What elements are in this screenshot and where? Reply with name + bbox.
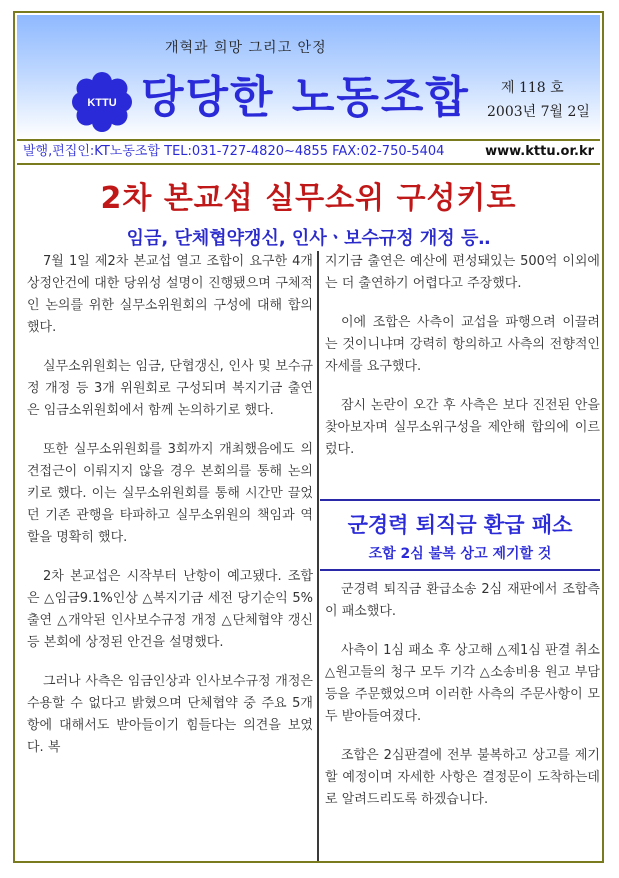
side-article-paragraph: 사측이 1심 패소 후 상고해 △제1심 판결 취소 △원고들의 청구 모두 기각 △소송비용 원고 부담 등을 주문했었으며 이러한 사측의 주문사항이 모두 받아들여졌다. <box>325 643 600 724</box>
slogan: 개혁과 희망 그리고 안정 <box>165 40 327 56</box>
article-paragraph: 또한 실무소위원회를 3회까지 개최했음에도 의견접근이 이뤄지지 않을 경우 본회의를 통해 논의키로 했다. 이는 실무소위원회를 통해 시간만 끌었던 기존 관행을 타파하고 실무소위원의 책임과 역할을 명확히 했다. <box>27 442 313 545</box>
article-paragraph: 2차 본교섭은 시작부터 난항이 예고됐다. 조합은 △임금9.1%인상 △복지기금 세전 당기순익 5% 출연 △개악된 인사보수규정 개정 △단체협약 갱신 등 본회에 상정된 안건을 설명했다. <box>27 569 313 650</box>
publisher-info: 발행,편집인:KT노동조합 TEL:031-727-4820~4855 FAX:02-750-5404 <box>23 144 445 159</box>
side-article-body <box>325 579 600 828</box>
newsletter-frame <box>13 11 604 863</box>
website-link[interactable]: www.kttu.or.kr <box>485 144 594 159</box>
main-subheadline: 임금, 단체협약갱신, 인사ㆍ보수규정 개정 등‥ <box>126 228 491 249</box>
main-headline: 2차 본교섭 실무소위 구성키로 <box>100 181 517 216</box>
column-divider <box>317 251 319 861</box>
article-paragraph: 실무소위원회는 임금, 단협갱신, 인사 및 보수규정 개정 등 3개 위원회로 구성되며 복지기금 출연은 임금소위원회에서 함께 논의하기로 했다. <box>27 359 313 418</box>
side-article-paragraph: 조합은 2심판결에 전부 불복하고 상고를 제기할 예정이며 자세한 사항은 결정문이 도착하는데로 알려드리도록 하겠습니다. <box>325 748 600 807</box>
article-paragraph: 지기금 출연은 예산에 편성돼있는 500억 이외에는 더 출연하기 어렵다고 주장했다. <box>325 254 600 291</box>
article-left-column <box>27 251 313 776</box>
issue-number: 제 118 호 <box>501 80 564 96</box>
article-paragraph: 이에 조합은 사측이 교섭을 파행으려 이끌려는 것이니냐며 강력히 항의하고 사측의 전향적인 자세를 요구했다. <box>325 315 600 374</box>
article-right-column <box>325 251 600 478</box>
side-article-title: 군경력 퇴직금 환급 패소 <box>347 513 573 537</box>
paper-title: 당당한 노동조합 <box>141 72 470 123</box>
kttu-logo <box>71 71 133 133</box>
article-paragraph: 그러나 사측은 임금인상과 인사보수규정 개정은 수용할 수 없다고 밝혔으며 단체협약 중 주요 5개항에 대해서도 받아들이기 힘들다는 의견을 보였다. 복 <box>27 674 313 755</box>
issue-date: 2003년 7월 2일 <box>487 104 590 120</box>
masthead <box>17 15 600 139</box>
side-article-header <box>320 499 600 571</box>
article-paragraph: 잠시 논란이 오간 후 사측은 보다 진전된 안을 찾아보자며 실무소위구성을 제안해 합의에 이르렀다. <box>325 398 600 457</box>
flower-logo-icon <box>71 71 133 133</box>
side-article-subtitle: 조합 2심 불복 상고 제기할 것 <box>368 546 552 562</box>
article-paragraph: 7월 1일 제2차 본교섭 열고 조합이 요구한 4개 상정안건에 대한 당위성 설명이 진행됐으며 구체적인 논의를 위한 실무소위원회의 구성에 대해 합의했다. <box>27 254 313 335</box>
side-article-paragraph: 군경력 퇴직금 환급소송 2심 재판에서 조합측이 패소했다. <box>325 582 600 619</box>
publisher-bar <box>17 139 600 165</box>
logo-text: KTTU <box>87 97 117 109</box>
